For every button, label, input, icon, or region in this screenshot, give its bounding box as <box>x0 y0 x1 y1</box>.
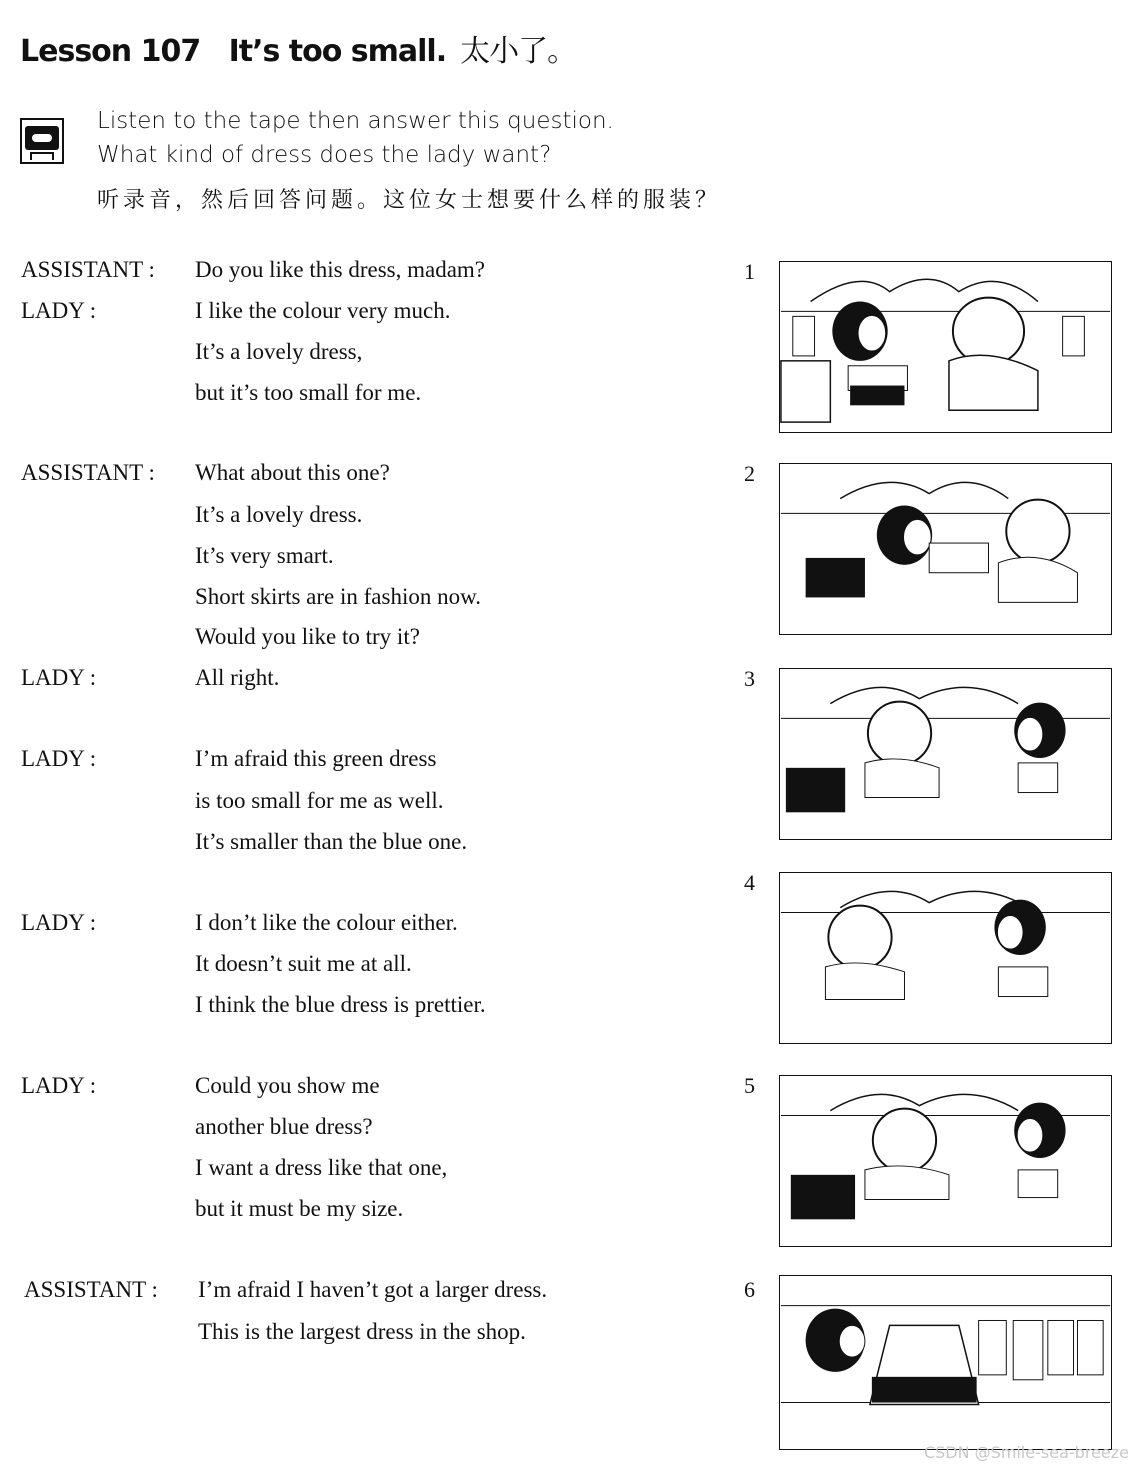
illustration-panel-1 <box>779 261 1112 433</box>
instruction-line-chinese: 听录音，然后回答问题。这位女士想要什么样的服装？ <box>97 188 722 213</box>
cassette-tape-icon <box>20 118 64 164</box>
illustration-panel-5 <box>779 1075 1112 1247</box>
illustration-panel-6 <box>779 1275 1112 1450</box>
dialogue-line: It doesn’t suit me at all. <box>195 951 412 976</box>
dialogue-line: I like the colour very much. <box>195 298 451 323</box>
dialogue-line: but it’s too small for me. <box>195 380 422 405</box>
panel-number: 1 <box>744 259 755 284</box>
watermark: CSDN @Smile-sea-breeze <box>923 1443 1129 1462</box>
speaker-label: LADY : <box>21 910 97 935</box>
speaker-label: ASSISTANT : <box>21 257 155 282</box>
panel-number: 5 <box>744 1073 755 1098</box>
dialogue-line: Do you like this dress, madam? <box>195 257 486 282</box>
instruction-line-1: Listen to the tape then answer this question. <box>97 108 614 134</box>
lesson-title-english: It’s too small. <box>228 34 447 69</box>
illustration-panel-2 <box>779 463 1112 635</box>
lesson-number: Lesson 107 <box>20 34 201 69</box>
shop-scene-illustration <box>780 669 1111 839</box>
dialogue-line: I’m afraid I haven’t got a larger dress. <box>198 1277 548 1302</box>
dialogue-line: Would you like to try it? <box>195 624 420 649</box>
speaker-label: LADY : <box>21 746 97 771</box>
dialogue-line: It’s very smart. <box>195 543 334 568</box>
lesson-title <box>20 26 576 70</box>
dialogue-line: It’s smaller than the blue one. <box>195 829 468 854</box>
dialogue-line: It’s a lovely dress. <box>195 502 363 527</box>
dialogue-line: Could you show me <box>195 1073 380 1098</box>
speaker-label: ASSISTANT : <box>24 1277 158 1302</box>
dialogue-line: is too small for me as well. <box>195 788 444 813</box>
panel-number: 4 <box>744 870 755 895</box>
dialogue-line: I don’t like the colour either. <box>195 910 458 935</box>
speaker-label: LADY : <box>21 298 97 323</box>
dialogue-line: I think the blue dress is prettier. <box>195 992 486 1017</box>
dialogue-line: It’s a lovely dress, <box>195 339 363 364</box>
panel-number: 6 <box>744 1277 755 1302</box>
dialogue-line: What about this one? <box>195 460 390 485</box>
dialogue-line: I’m afraid this green dress <box>195 746 437 771</box>
illustration-panel-3 <box>779 668 1112 840</box>
shop-scene-illustration <box>780 262 1111 432</box>
illustration-panel-4 <box>779 872 1112 1044</box>
speaker-label: ASSISTANT : <box>21 460 155 485</box>
dialogue-line: Short skirts are in fashion now. <box>195 584 481 609</box>
dialogue-line: but it must be my size. <box>195 1196 404 1221</box>
instruction-line-2: What kind of dress does the lady want? <box>97 142 552 168</box>
shop-scene-illustration <box>780 873 1111 1043</box>
dialogue-line: I want a dress like that one, <box>195 1155 448 1180</box>
shop-scene-illustration <box>780 1076 1111 1246</box>
panel-number: 3 <box>744 666 755 691</box>
speaker-label: LADY : <box>21 665 97 690</box>
speaker-label: LADY : <box>21 1073 97 1098</box>
dialogue-line: another blue dress? <box>195 1114 373 1139</box>
panel-number: 2 <box>744 461 755 486</box>
shop-scene-illustration <box>780 464 1111 634</box>
lesson-title-chinese: 太小了。 <box>460 34 577 69</box>
dialogue-line: All right. <box>195 665 280 690</box>
dialogue-line: This is the largest dress in the shop. <box>198 1319 526 1344</box>
shop-scene-illustration <box>780 1276 1111 1449</box>
